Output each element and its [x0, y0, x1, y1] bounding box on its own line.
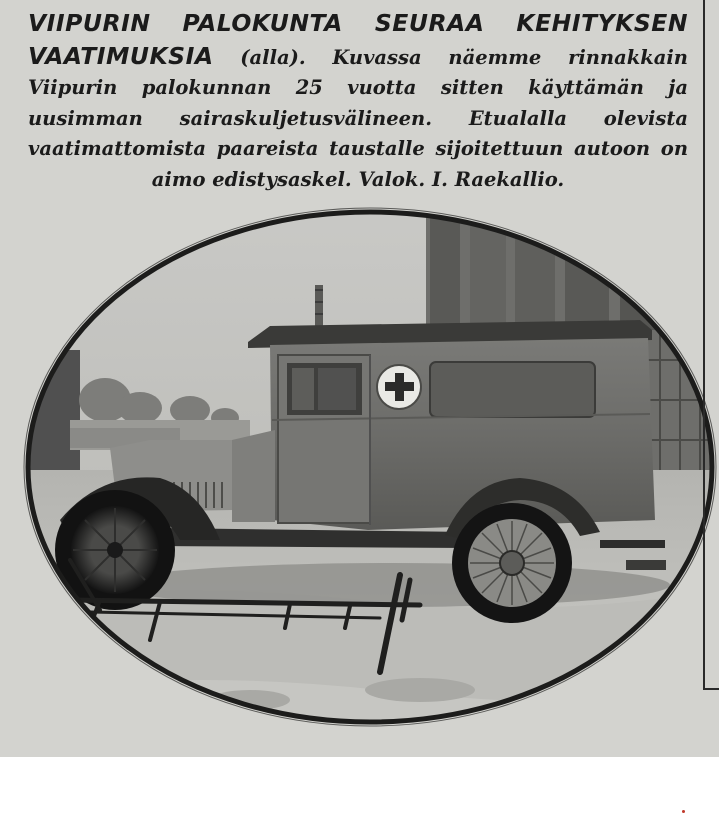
column-rule-foot — [703, 688, 719, 690]
red-cross-emblem — [377, 365, 421, 409]
caption-body: (alla). Kuvassa näemme rinnakkain Viipurin palokunnan 25 vuotta sitten käyttämän ja uusimman sairaskuljetusvälineen. Etualalla olevista vaatimattomista paareista taustalle sijoitettuun autoon on aimo edistysaskel. Valok. I. Raekallio. — [28, 45, 688, 191]
column-rule — [703, 0, 705, 690]
rear-wheel — [452, 503, 572, 623]
caption-heading: VIIPURIN PALOKUNTA SEURAA KEHITYKSEN VAATIMUKSIA — [28, 9, 688, 70]
scan-speck — [682, 810, 685, 813]
